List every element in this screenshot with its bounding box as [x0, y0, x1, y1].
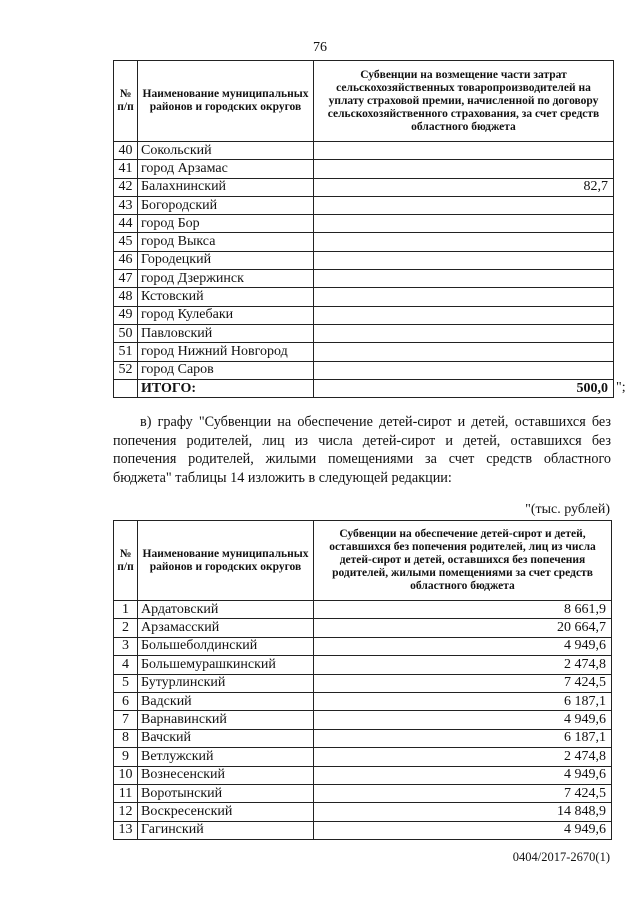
- table-row: [114, 619, 612, 637]
- row-number: 4: [114, 656, 138, 674]
- row-number: 50: [114, 324, 138, 342]
- table-row: [114, 233, 614, 251]
- row-value: 6 187,1: [314, 729, 612, 747]
- row-name: Бутурлинский: [138, 674, 314, 692]
- row-number: 48: [114, 288, 138, 306]
- table-row: [114, 361, 614, 379]
- row-value: [314, 324, 614, 342]
- row-name: город Саров: [138, 361, 314, 379]
- row-value: [314, 142, 614, 160]
- row-name: Вознесенский: [138, 766, 314, 784]
- paragraph-text: в) графу "Субвенции на обеспечение детей-сирот и детей, оставшихся без попечения родителей, лиц из числа детей-сирот и детей, оставшихся без попечения родителей, жилыми помещениями за счет средств областного бюджета" таблицы 14 изложить в следующей редакции:: [113, 414, 611, 486]
- row-value: 6 187,1: [314, 692, 612, 710]
- row-name: Вачский: [138, 729, 314, 747]
- header-num: № п/п: [114, 521, 138, 601]
- table-row: [114, 343, 614, 361]
- row-number: 46: [114, 251, 138, 269]
- row-value: [314, 270, 614, 288]
- row-name: Воротынский: [138, 784, 314, 802]
- row-name: Вадский: [138, 692, 314, 710]
- row-value: 4 949,6: [314, 637, 612, 655]
- row-number: 13: [114, 821, 138, 839]
- row-number: 49: [114, 306, 138, 324]
- row-number: 41: [114, 160, 138, 178]
- table-orphan-housing: [113, 520, 612, 840]
- total-label: ИТОГО:: [138, 379, 314, 397]
- row-name: город Кулебаки: [138, 306, 314, 324]
- table-row: [114, 674, 612, 692]
- row-value: [314, 215, 614, 233]
- row-number: 5: [114, 674, 138, 692]
- table-row: [114, 729, 612, 747]
- row-value: 4 949,6: [314, 711, 612, 729]
- row-value: 8 661,9: [314, 601, 612, 619]
- row-value: 82,7: [314, 178, 614, 196]
- table-row: [114, 748, 612, 766]
- table-row: [114, 196, 614, 214]
- table-row: [114, 821, 612, 839]
- table-row: [114, 306, 614, 324]
- table-row: [114, 601, 612, 619]
- row-name: город Дзержинск: [138, 270, 314, 288]
- table-row: [114, 711, 612, 729]
- table-row: [114, 656, 612, 674]
- row-name: Сокольский: [138, 142, 314, 160]
- row-value: 4 949,6: [314, 821, 612, 839]
- table-row: [114, 637, 612, 655]
- row-name: Кстовский: [138, 288, 314, 306]
- table-row: [114, 142, 614, 160]
- row-name: Павловский: [138, 324, 314, 342]
- row-number: 9: [114, 748, 138, 766]
- row-value: [314, 306, 614, 324]
- row-name: Большеболдинский: [138, 637, 314, 655]
- row-name: Богородский: [138, 196, 314, 214]
- amendment-paragraph: [113, 413, 611, 487]
- total-value: 500,0: [314, 379, 614, 397]
- table-row: [114, 270, 614, 288]
- row-value: 4 949,6: [314, 766, 612, 784]
- row-name: город Нижний Новгород: [138, 343, 314, 361]
- row-number: 3: [114, 637, 138, 655]
- page-number: 76: [313, 40, 327, 55]
- row-value: 7 424,5: [314, 784, 612, 802]
- row-number: 2: [114, 619, 138, 637]
- row-number: 45: [114, 233, 138, 251]
- row-value: 2 474,8: [314, 656, 612, 674]
- row-name: Большемурашкинский: [138, 656, 314, 674]
- row-number: 43: [114, 196, 138, 214]
- row-value: [314, 251, 614, 269]
- row-name: Ветлужский: [138, 748, 314, 766]
- table-agri-subsidy: [113, 60, 614, 398]
- row-number: 8: [114, 729, 138, 747]
- table-row: [114, 324, 614, 342]
- table-row: [114, 288, 614, 306]
- row-value: 20 664,7: [314, 619, 612, 637]
- row-name: Балахнинский: [138, 178, 314, 196]
- row-value: 2 474,8: [314, 748, 612, 766]
- table-row: [114, 178, 614, 196]
- header-name: Наименование муниципальных районов и городских округов: [138, 61, 314, 142]
- row-number: 1: [114, 601, 138, 619]
- row-value: 7 424,5: [314, 674, 612, 692]
- row-name: Ардатовский: [138, 601, 314, 619]
- document-code: 0404/2017-2670(1): [512, 850, 610, 864]
- table-row: [114, 766, 612, 784]
- row-number: 47: [114, 270, 138, 288]
- row-number: 10: [114, 766, 138, 784]
- header-value: Субвенции на обеспечение детей-сирот и детей, оставшихся без попечения родителей, лиц из числа детей-сирот и детей, оставшихся без попечения родителей, жилыми помещениями за счет средств областного бюджета: [314, 521, 612, 601]
- table-row: [114, 803, 612, 821]
- row-name: Варнавинский: [138, 711, 314, 729]
- row-number: 11: [114, 784, 138, 802]
- row-name: Гагинский: [138, 821, 314, 839]
- row-number: 51: [114, 343, 138, 361]
- row-value: [314, 233, 614, 251]
- row-number: 44: [114, 215, 138, 233]
- table-header-row: [114, 61, 614, 142]
- table-row: [114, 160, 614, 178]
- row-number: 12: [114, 803, 138, 821]
- table-row: [114, 215, 614, 233]
- row-name: город Арзамас: [138, 160, 314, 178]
- row-name: город Бор: [138, 215, 314, 233]
- row-number: 40: [114, 142, 138, 160]
- table-row: [114, 251, 614, 269]
- total-row: [114, 379, 614, 397]
- row-value: [314, 288, 614, 306]
- table-row: [114, 692, 612, 710]
- header-value: Субвенции на возмещение части затрат сельскохозяйственных товаропроизводителей на уплату страховой премии, начисленной по договору сельскохозяйственного страхования, за счет средств областного бюджета: [314, 61, 614, 142]
- table-row: [114, 784, 612, 802]
- header-num: № п/п: [114, 61, 138, 142]
- row-number: 7: [114, 711, 138, 729]
- row-value: [314, 361, 614, 379]
- row-number: 42: [114, 178, 138, 196]
- row-number: 52: [114, 361, 138, 379]
- row-value: [314, 196, 614, 214]
- row-name: город Выкса: [138, 233, 314, 251]
- row-value: [314, 160, 614, 178]
- row-number: 6: [114, 692, 138, 710]
- table-header-row: [114, 521, 612, 601]
- row-name: Воскресенский: [138, 803, 314, 821]
- closing-quote: ";: [616, 380, 626, 395]
- header-name: Наименование муниципальных районов и городских округов: [138, 521, 314, 601]
- row-value: 14 848,9: [314, 803, 612, 821]
- row-name: Городецкий: [138, 251, 314, 269]
- unit-note: "(тыс. рублей): [525, 502, 610, 517]
- row-name: Арзамасский: [138, 619, 314, 637]
- row-value: [314, 343, 614, 361]
